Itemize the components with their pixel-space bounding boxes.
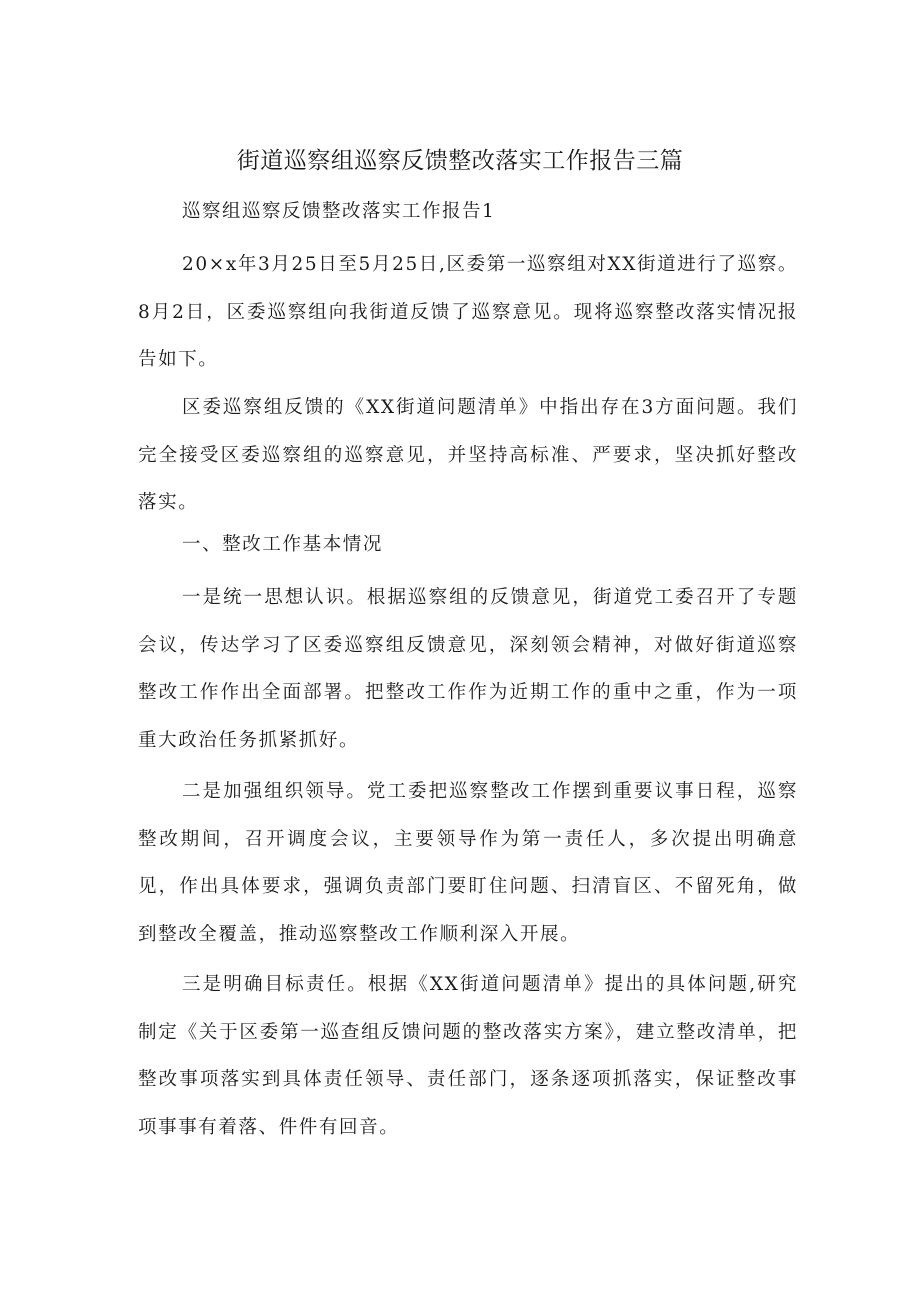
paragraph-intro: 20×x年3月25日至5月25日,区委第一巡察组对XX街道进行了巡察。8月2日，区委巡察组向我街道反馈了巡察意见。现将巡察整改落实情况报告如下。 — [138, 254, 798, 370]
paragraph-point-1: 一是统一思想认识。根据巡察组的反馈意见，街道党工委召开了专题会议，传达学习了区委巡察组反馈意见，深刻领会精神，对做好街道巡察整改工作作出全面部署。把整改工作作为近期工作的重中之重，作为一项重大政治任务抓紧抓好。 — [138, 587, 798, 751]
paragraph-point-3: 三是明确目标责任。根据《XX街道问题清单》提出的具体问题,研究制定《关于区委第一巡查组反馈问题的整改落实方案》，建立整改清单，把整改事项落实到具体责任领导、责任部门，逐条逐项抓落实，保证整改事项事事有着落、件件有回音。 — [138, 974, 798, 1138]
paragraph-issues: 区委巡察组反馈的《XX街道问题清单》中指出存在3方面问题。我们完全接受区委巡察组的巡察意见，并坚持高标准、严要求，坚决抓好整改落实。 — [138, 397, 798, 513]
paragraph-point-2: 二是加强组织领导。党工委把巡察整改工作摆到重要议事日程，巡察整改期间，召开调度会议，主要领导作为第一责任人，多次提出明确意见，作出具体要求，强调负责部门要盯住问题、扫清盲区、不留死角，做到整改全覆盖，推动巡察整改工作顺利深入开展。 — [138, 781, 798, 945]
section-heading: 一、整改工作基本情况 — [182, 534, 384, 555]
document-title: 街道巡察组巡察反馈整改落实工作报告三篇 — [236, 148, 684, 174]
report-subtitle: 巡察组巡察反馈整改落实工作报告1 — [182, 201, 496, 222]
